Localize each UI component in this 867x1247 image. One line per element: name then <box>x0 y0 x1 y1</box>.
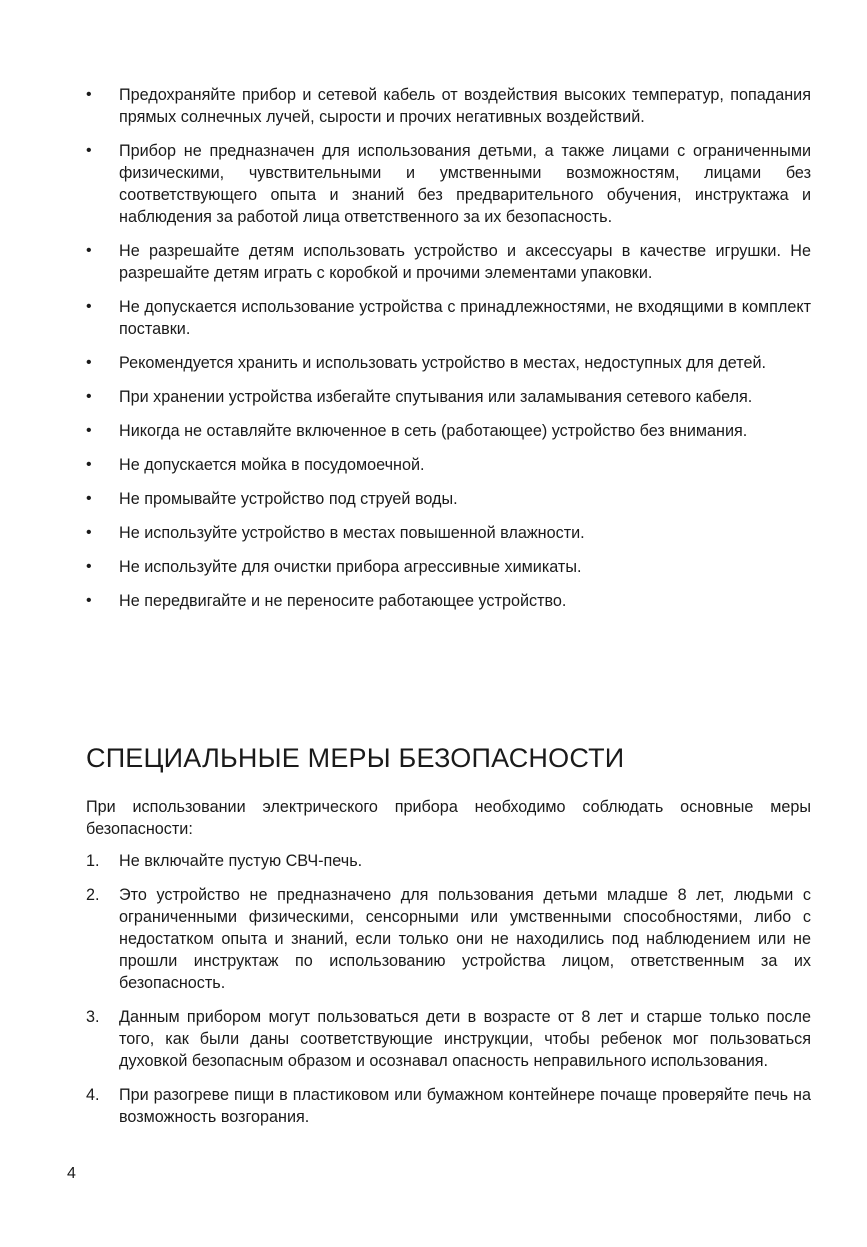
bullet-icon: • <box>86 456 92 473</box>
bullet-icon: • <box>86 354 92 371</box>
list-item-text: Рекомендуется хранить и использовать устройство в местах, недоступных для детей. <box>119 354 767 372</box>
bullet-icon: • <box>86 388 92 405</box>
bullet-icon: • <box>86 524 92 541</box>
list-item-text: Не промывайте устройство под струей воды. <box>119 490 458 508</box>
bullet-icon: • <box>86 298 92 315</box>
list-item-text: При хранении устройства избегайте спутывания или заламывания сетевого кабеля. <box>119 388 753 406</box>
item-text: При разогреве пищи в пластиковом или бумажном контейнере почаще проверяйте печь на возможность возгорания. <box>119 1086 811 1126</box>
list-item <box>86 296 811 340</box>
numbered-item <box>86 1084 811 1128</box>
item-text: Это устройство не предназначено для пользования детьми младше 8 лет, людьми с ограниченными физическими, сенсорными или умственными способностями, либо с недостатком опыта и знаний, если только они не находились под наблюдением или не прошли инструктаж по использованию устройства лицом, ответственным за их безопасность. <box>119 886 811 992</box>
bullet-icon: • <box>86 422 92 439</box>
bullet-icon: • <box>86 142 92 159</box>
numbered-item <box>86 1006 811 1072</box>
item-text: Не включайте пустую СВЧ-печь. <box>119 852 363 870</box>
list-item <box>86 84 811 128</box>
bullet-icon: • <box>86 86 92 103</box>
list-item <box>86 454 811 476</box>
list-item <box>86 240 811 284</box>
numbered-item <box>86 884 811 994</box>
list-item <box>86 352 811 374</box>
page-number: 4 <box>67 1165 76 1182</box>
item-number: 2. <box>86 886 100 904</box>
list-item <box>86 590 811 612</box>
list-item <box>86 140 811 228</box>
item-text: Данным прибором могут пользоваться дети в возрасте от 8 лет и старше только после того, как были даны соответствующие инструкции, чтобы ребенок мог пользоваться духовкой безопасным образом и осознавал опасность неправильного использования. <box>119 1008 811 1070</box>
item-number: 3. <box>86 1008 100 1026</box>
list-item-text: Предохраняйте прибор и сетевой кабель от воздействия высоких температур, попадания прямых солнечных лучей, сырости и прочих негативных воздействий. <box>119 86 811 126</box>
list-item-text: Не допускается мойка в посудомоечной. <box>119 456 425 474</box>
list-item-text: Никогда не оставляйте включенное в сеть (работающее) устройство без внимания. <box>119 422 748 440</box>
bullet-icon: • <box>86 592 92 609</box>
section-intro: При использовании электрического прибора необходимо соблюдать основные меры безопасности: <box>86 798 811 838</box>
list-item-text: Не допускается использование устройства с принадлежностями, не входящими в комплект поставки. <box>119 298 811 338</box>
section-heading: СПЕЦИАЛЬНЫЕ МЕРЫ БЕЗОПАСНОСТИ <box>86 743 625 773</box>
bullet-icon: • <box>86 242 92 259</box>
list-item-text: Прибор не предназначен для использования детьми, а также лицами с ограниченными физическими, чувствительными и умственными возможностям, лицами без соответствующего опыта и знаний без предварительного обучения, инструктажа и наблюдения за работой лица ответственного за их безопасность. <box>119 142 811 226</box>
list-item-text: Не используйте устройство в местах повышенной влажности. <box>119 524 585 542</box>
item-number: 1. <box>86 852 100 870</box>
safety-bullet-list <box>86 84 811 624</box>
numbered-item <box>86 850 811 872</box>
list-item <box>86 420 811 442</box>
bullet-icon: • <box>86 558 92 575</box>
item-number: 4. <box>86 1086 100 1104</box>
list-item-text: Не разрешайте детям использовать устройство и аксессуары в качестве игрушки. Не разрешайте детям играть с коробкой и прочими элементами упаковки. <box>119 242 811 282</box>
list-item <box>86 386 811 408</box>
numbered-list <box>86 850 811 1140</box>
list-item-text: Не используйте для очистки прибора агрессивные химикаты. <box>119 558 582 576</box>
list-item <box>86 556 811 578</box>
list-item <box>86 488 811 510</box>
list-item-text: Не передвигайте и не переносите работающее устройство. <box>119 592 567 610</box>
list-item <box>86 522 811 544</box>
bullet-icon: • <box>86 490 92 507</box>
